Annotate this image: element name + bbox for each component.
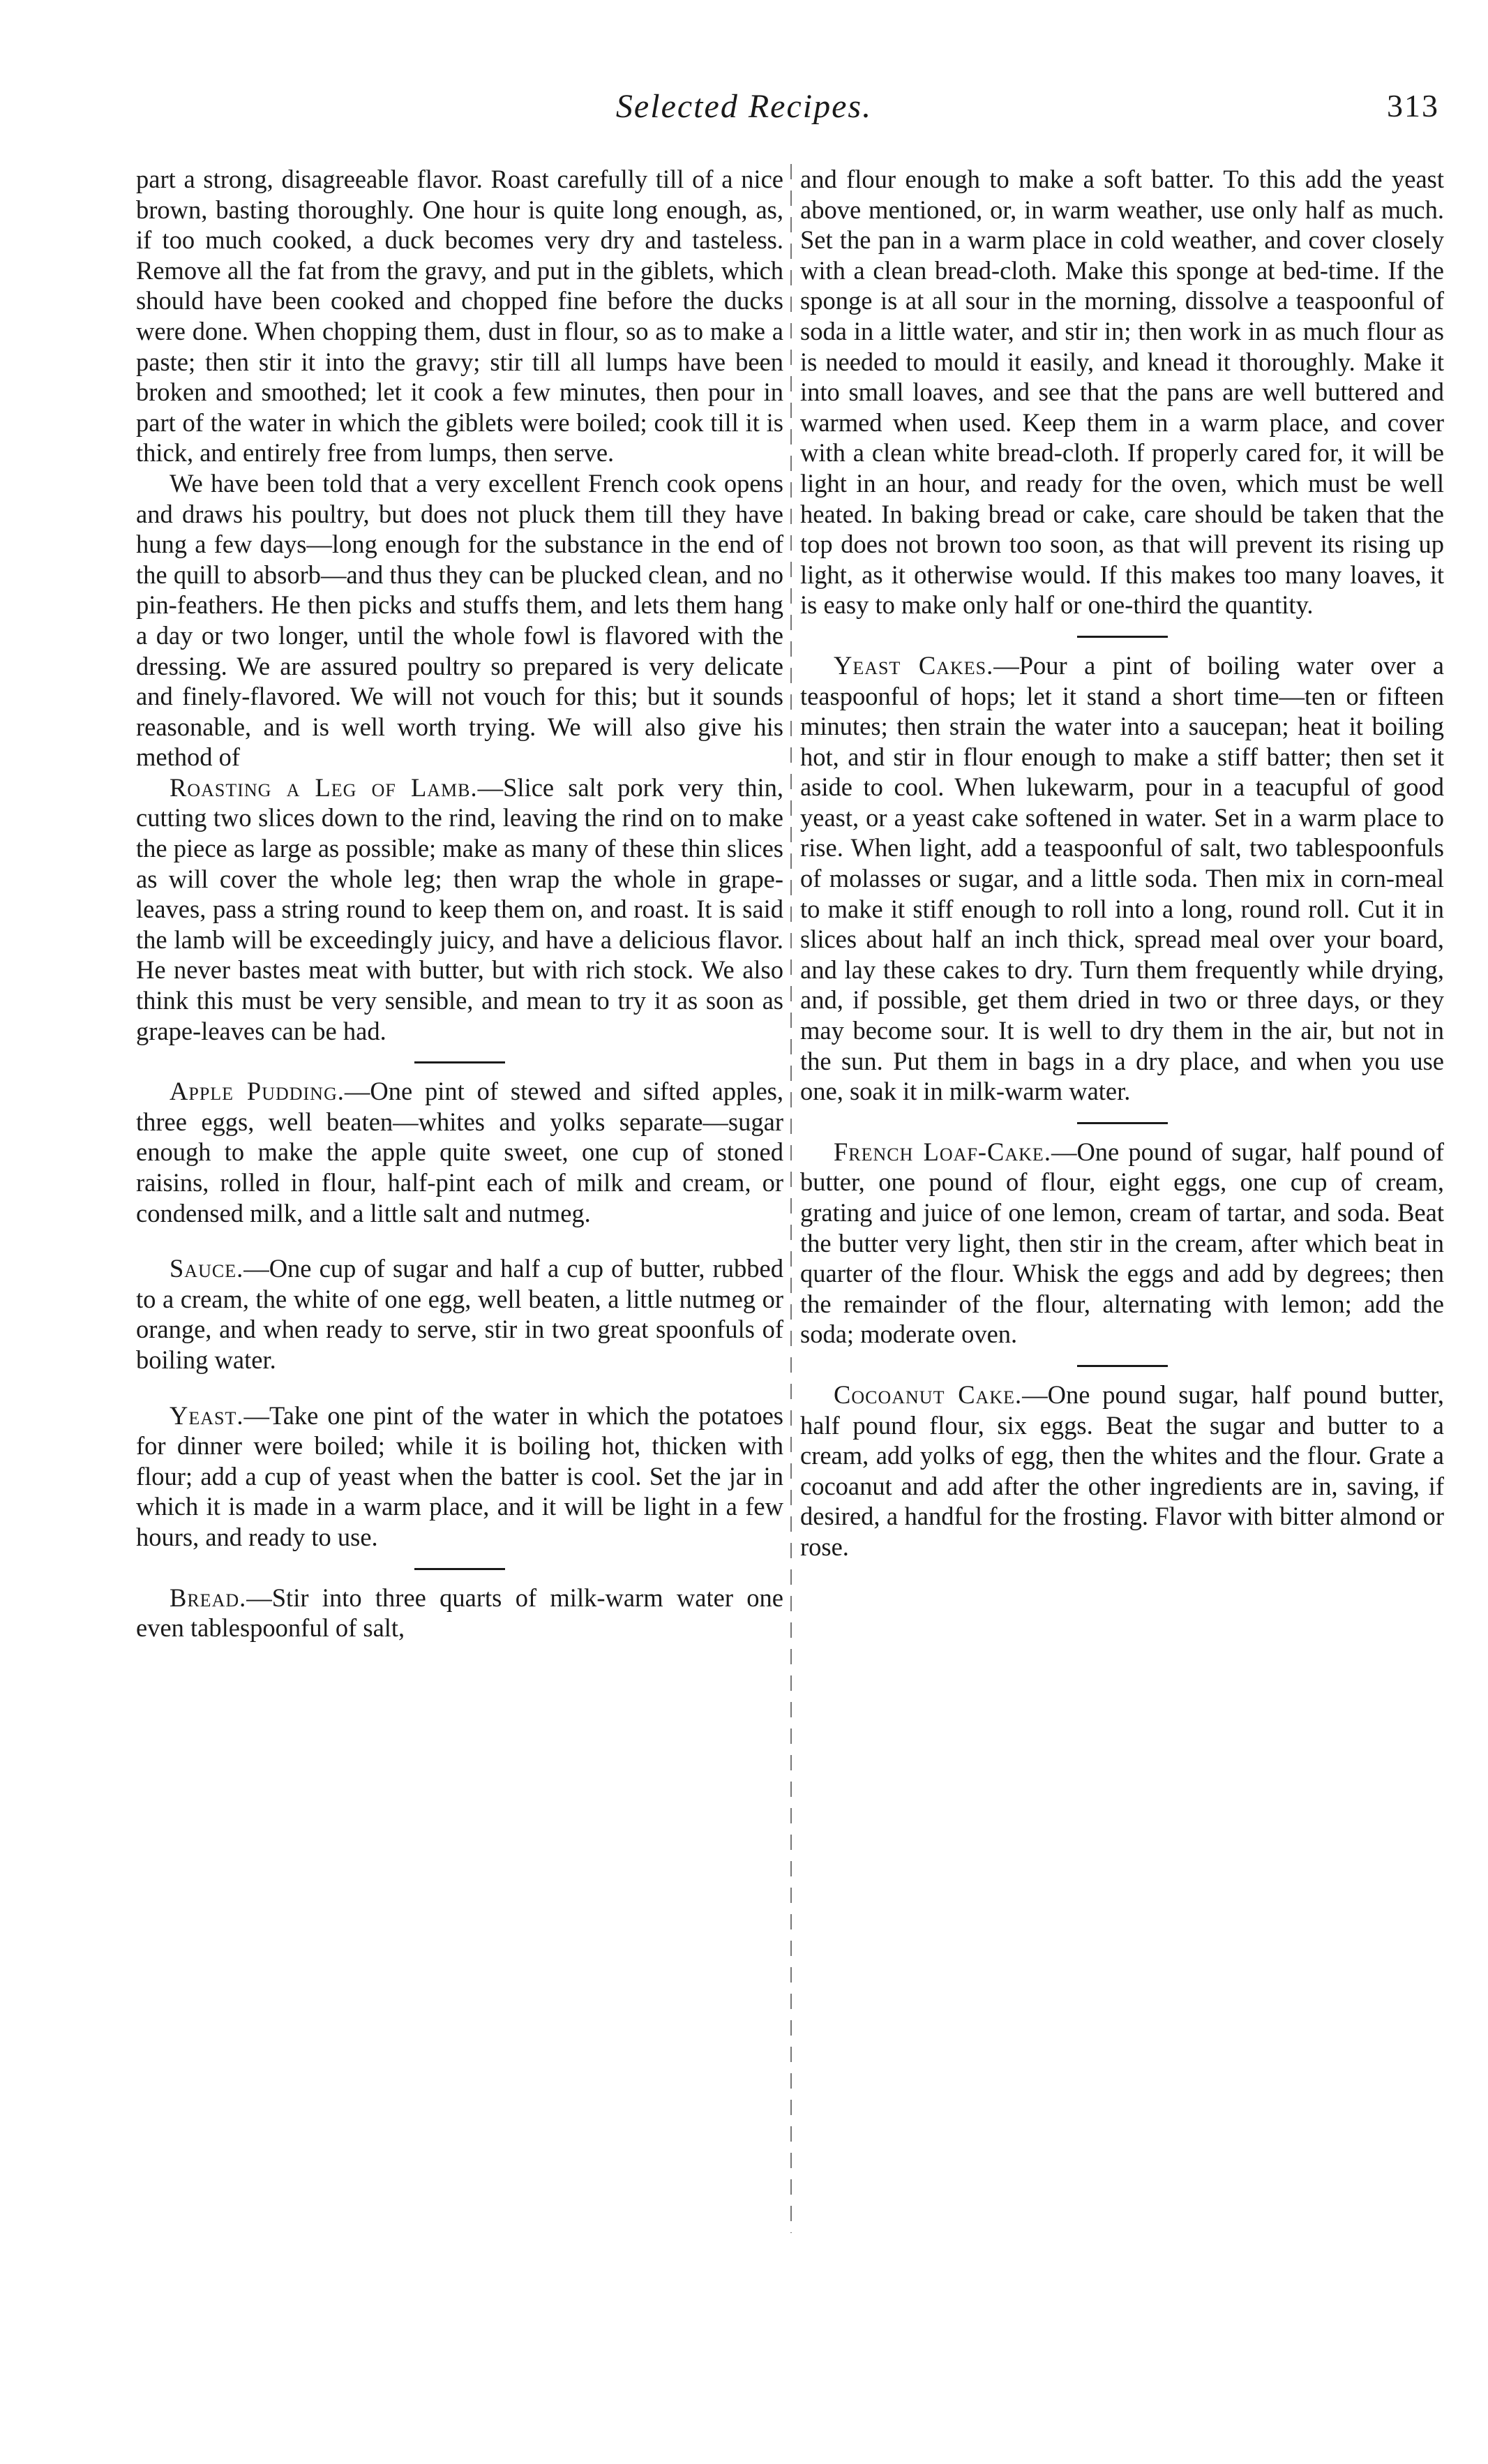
recipe-title: Roasting a Leg of Lamb. [170, 772, 478, 802]
bread-recipe-continuation: and flour enough to make a soft batter. To this add the yeast above mentioned, or, in warm weather, use only half as much. Set the pan in a warm place in cold weather, and cover closely with a clean bread-cloth. Make this sponge at bed-time. If the sponge is at all sour in the morning, dissolve a teaspoonful of soda in a little water, and stir in; then work in as much flour as is needed to mould it easily, and knead it thoroughly. Make it into small loaves, and see that the pans are well buttered and warmed when used. Keep them in a warm place, and cover with a clean white bread-cloth. If properly cared for, it will be light in an hour, and ready for the oven, which must be well heated. In baking bread or cake, care should be taken that the top does not brown too soon, as that will prevent its rising up light, as it otherwise would. If this makes too many loaves, it is easy to make only half or one-third the quantity. [800, 165, 1444, 620]
recipe-title: Cocoanut Cake. [834, 1380, 1023, 1409]
recipe-yeast [136, 1401, 783, 1553]
poultry-paragraph: We have been told that a very excellent French cook opens and draws his poultry, but does not pluck them till they have hung a few days—long enough for the substance in the end of the quill to absorb—and thus they can be plucked clean, and no pin-feathers. He then picks and stuffs them, and lets them hang a day or two longer, until the whole fowl is flavored with the dressing. We are assured poultry so prepared is very delicate and finely-flavored. We will not vouch for this; but it sounds reasonable, and is well worth trying. We will also give his method of [136, 468, 783, 772]
running-header-title: Selected Recipes. [615, 88, 873, 125]
recipe-title: Sauce. [170, 1254, 244, 1283]
recipe-sauce [136, 1253, 783, 1375]
recipe-body: —Take one pint of the water in which the potatoes for dinner were boiled; while it is boiling hot, thicken with flour; add a cup of yeast when the batter is cool. Set the jar in which it is made in a warm place, and it will be light in a few hours, and ready to use. [136, 1401, 783, 1551]
section-rule [1077, 636, 1168, 638]
recipe-roasting-lamb [136, 772, 783, 1046]
recipe-yeast-cakes [800, 650, 1444, 1107]
recipe-title: Yeast. [170, 1401, 244, 1430]
left-column [136, 164, 783, 1643]
section-rule [414, 1061, 505, 1063]
recipe-cocoanut-cake [800, 1380, 1444, 1562]
recipe-bread [136, 1583, 783, 1643]
recipe-body: —One cup of sugar and half a cup of butter, rubbed to a cream, the white of one egg, well beaten, a little nutmeg or orange, and when ready to serve, stir in two great spoonfuls of boiling water. [136, 1254, 783, 1374]
recipe-body: —One pound of sugar, half pound of butter, one pound of flour, eight eggs, one cup of cream, grating and juice of one lemon, cream of tartar, and soda. Beat the butter very light, then stir in the cream, after which beat in quarter of the flour. Whisk the eggs and add by degrees; then the remainder of the flour, alternating with lemon; add the soda; moderate oven. [800, 1137, 1444, 1349]
column-divider [790, 164, 792, 2233]
section-rule [1077, 1365, 1168, 1367]
recipe-body: —One pint of stewed and sifted apples, three eggs, well beaten—whites and yolks separate—sugar enough to make the apple quite sweet, one cup of stoned raisins, rolled in flour, half-pint each of milk and cream, or condensed milk, and a little salt and nutmeg. [136, 1077, 784, 1227]
duck-recipe-continuation: part a strong, disagreeable flavor. Roast carefully till of a nice brown, basting thoroughly. One hour is quite long enough, as, if too much cooked, a duck becomes very dry and tasteless. Remove all the fat from the gravy, and put in the giblets, which should have been cooked and chopped fine before the ducks were done. When chopping them, dust in flour, so as to make a paste; then stir it into the gravy; stir till all lumps have been broken and smoothed; let it cook a few minutes, then pour in part of the water in which the giblets were boiled; cook till it is thick, and entirely free from lumps, then serve. [136, 165, 783, 468]
recipe-french-loaf-cake [800, 1137, 1444, 1350]
recipe-apple-pudding [136, 1076, 783, 1228]
page-number: 313 [1387, 88, 1439, 124]
recipe-title: Apple Pudding. [170, 1077, 345, 1106]
section-rule [1077, 1122, 1168, 1124]
recipe-body: —One pound sugar, half pound butter, half pound flour, six eggs. Beat the sugar and butter to a cream, add yolks of egg, then the whites and the flour. Grate a cocoanut and add after the other ingredients are in, saving, if desired, a handful for the frosting. Flavor with bitter almond or rose. [800, 1380, 1444, 1561]
recipe-body: —Slice salt pork very thin, cutting two slices down to the rind, leaving the rind on to make the piece as large as possible; make as many of these thin slices as will cover the whole leg; then wrap the whole in grape-leaves, pass a string round to keep them on, and roast. It is said the lamb will be exceedingly juicy, and have a delicious flavor. He never bastes meat with butter, but with rich stock. We also think this must be very sensible, and mean to try it as soon as grape-leaves can be had. [136, 772, 783, 1045]
recipe-title: Bread. [170, 1583, 247, 1612]
recipe-title: Yeast Cakes. [834, 650, 994, 680]
section-rule [414, 1568, 505, 1570]
recipe-body: —Stir into three quarts of milk-warm water one even tablespoonful of salt, [136, 1583, 783, 1643]
right-column [800, 164, 1444, 1562]
recipe-title: French Loaf-Cake. [834, 1137, 1051, 1166]
recipe-body: —Pour a pint of boiling water over a teaspoonful of hops; let it stand a short time—ten or fifteen minutes; then strain the water into a saucepan; heat it boiling hot, and stir in flour enough to make a stiff batter; then set it aside to cool. When lukewarm, pour in a teacupful of good yeast, or a yeast cake softened in water. Set in a warm place to rise. When light, add a teaspoonful of salt, two tablespoonfuls of molasses or sugar, and a little soda. Then mix in corn-meal to make it stiff enough to roll into a long, round roll. Cut it in slices about half an inch thick, spread meal over your board, and lay these cakes to dry. Turn them frequently while drying, and, if possible, get them dried in two or three days, or they may become sour. It is well to dry them in the air, but not in the sun. Put them in bags in a dry place, and when you use one, soak it in milk-warm water. [800, 650, 1444, 1106]
